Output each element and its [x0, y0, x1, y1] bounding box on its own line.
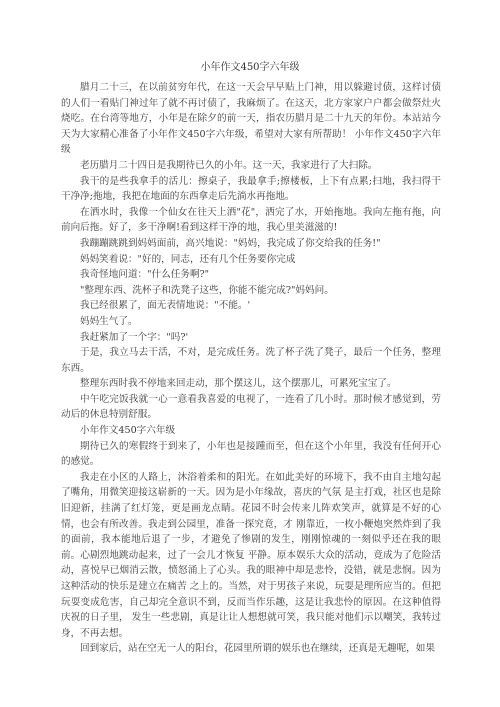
paragraph: 我走在小区的人路上，沐浴着柔和的阳光。在如此美好的环境下，我不由自主地勾起了嘴角，用微笑迎接这崭新的一天。因为是小年缘故，喜庆的气氛 是主打戏，社区也是除旧迎新，挂满了红灯笼，更是画龙点睛。花园不时会传来儿阵欢笑声，就算是不好的心情，也会有所改善。我走到公园里，准备一探究竟，才 刚靠近，一枚小鞭炮突然炸到了我的面前，我本能地后退了一步，才避免了惨剧的发生，刚刚惊魂的一刻似乎还在我的眼前。心剧烈地跳动起来，过了一会儿才恢复 平静。原本娱乐大众的活动，竟成为了危险活动，喜悦早已烟消云散，愤怒涌上了心头。我的眼神中却是悲怜，没错，就是悲悯。因为这种活动的快乐是建立在痛苦 之上的。当然，对于男孩子来说，玩耍是理所应当的。但把玩耍变成危害，自己却完全意识不到，反而当作乐趣，这是让我悲怜的原因。在这种值得庆祝的日子里， 发生一些悲剧，真是让让人想想就可笑，我只能对他们示以嘲笑，我转过身，不再去想。 — [61, 471, 441, 639]
paragraph: 在洒水时，我像一个仙女在往天上洒"花"，洒完了水，开始拖地。我向左拖有拖，向前向后拖。好了，多干净啊!看到这样干净的地，我心里美滋滋的! — [61, 206, 441, 234]
document-body — [61, 80, 441, 657]
paragraph: "整理东西、洗杯子和洗凳子这些，你能不能完成?"妈妈问。 — [80, 284, 334, 296]
paragraph: 中午吃完饭我就一心一意看我喜爱的电视了，一连看了几小时。那时候才感觉到，劳动后的休息特别舒服。 — [61, 393, 441, 421]
paragraph: 整理东西时我不停地来回走动，那个摆这儿，这个摆那儿，可累死宝宝了。 — [80, 378, 397, 390]
paragraph: 我奇怪地问道："什么任务啊?" — [80, 269, 210, 281]
document-title: 小年作文450字六年级 — [200, 62, 300, 73]
paragraph: 我赶紧加了一个字："吗?' — [80, 331, 189, 343]
paragraph: 期待已久的寒假终于到来了，小年也是接踵而至，但在这个小年里，我没有任何开心的感觉。 — [61, 440, 441, 468]
paragraph: 我已经很累了，面无表情地说："不能。' — [80, 300, 251, 312]
section-heading: 小年作文450字六年级 — [80, 425, 176, 437]
paragraph: 妈妈笑着说："好的，同志，还有几个任务要你完成 — [80, 253, 296, 265]
paragraph: 我干的是些我拿手的活儿：擦桌子，我最拿手;擦楼板，上下有点累;扫地，我扫得干干净净;拖地，我把在地面的东西拿走后先淌水再拖地。 — [61, 175, 441, 203]
paragraph: 于是，我立马去干活，不对，是完成任务。洗了杯子洗了凳子，最后一个任务，整理东西。 — [61, 347, 441, 374]
paragraph: 回到家后，站在空无一人的阳台，花园里所谓的娱乐也在继续，还真是无趣呢，如果 — [80, 643, 435, 655]
paragraph: 妈妈生气了。 — [80, 315, 138, 327]
paragraph: 腊月二十三，在以前贫穷年代，在这一天会早早贴上门神，用以躲避讨债，这样讨债的人们一看贴门神过年了就不再讨债了，我麻烦了。在这天，北方家家户户都会做祭灶火烧吃。在台湾等地方，小年是在除夕的前一天，指农历腊月是二十九天的年份。本站站今天为大家精心准备了小年作文450字六年级，希望对大家有所帮助！ 小年作文450字六年级 — [61, 82, 441, 156]
paragraph: 老历腊月二十四日是我期待已久的小年。这一天，我家进行了大扫除。 — [80, 159, 378, 171]
paragraph: 我蹦蹦跳跳到妈妈面前，高兴地说："妈妈，我完成了你交给我的任务!" — [80, 237, 381, 249]
